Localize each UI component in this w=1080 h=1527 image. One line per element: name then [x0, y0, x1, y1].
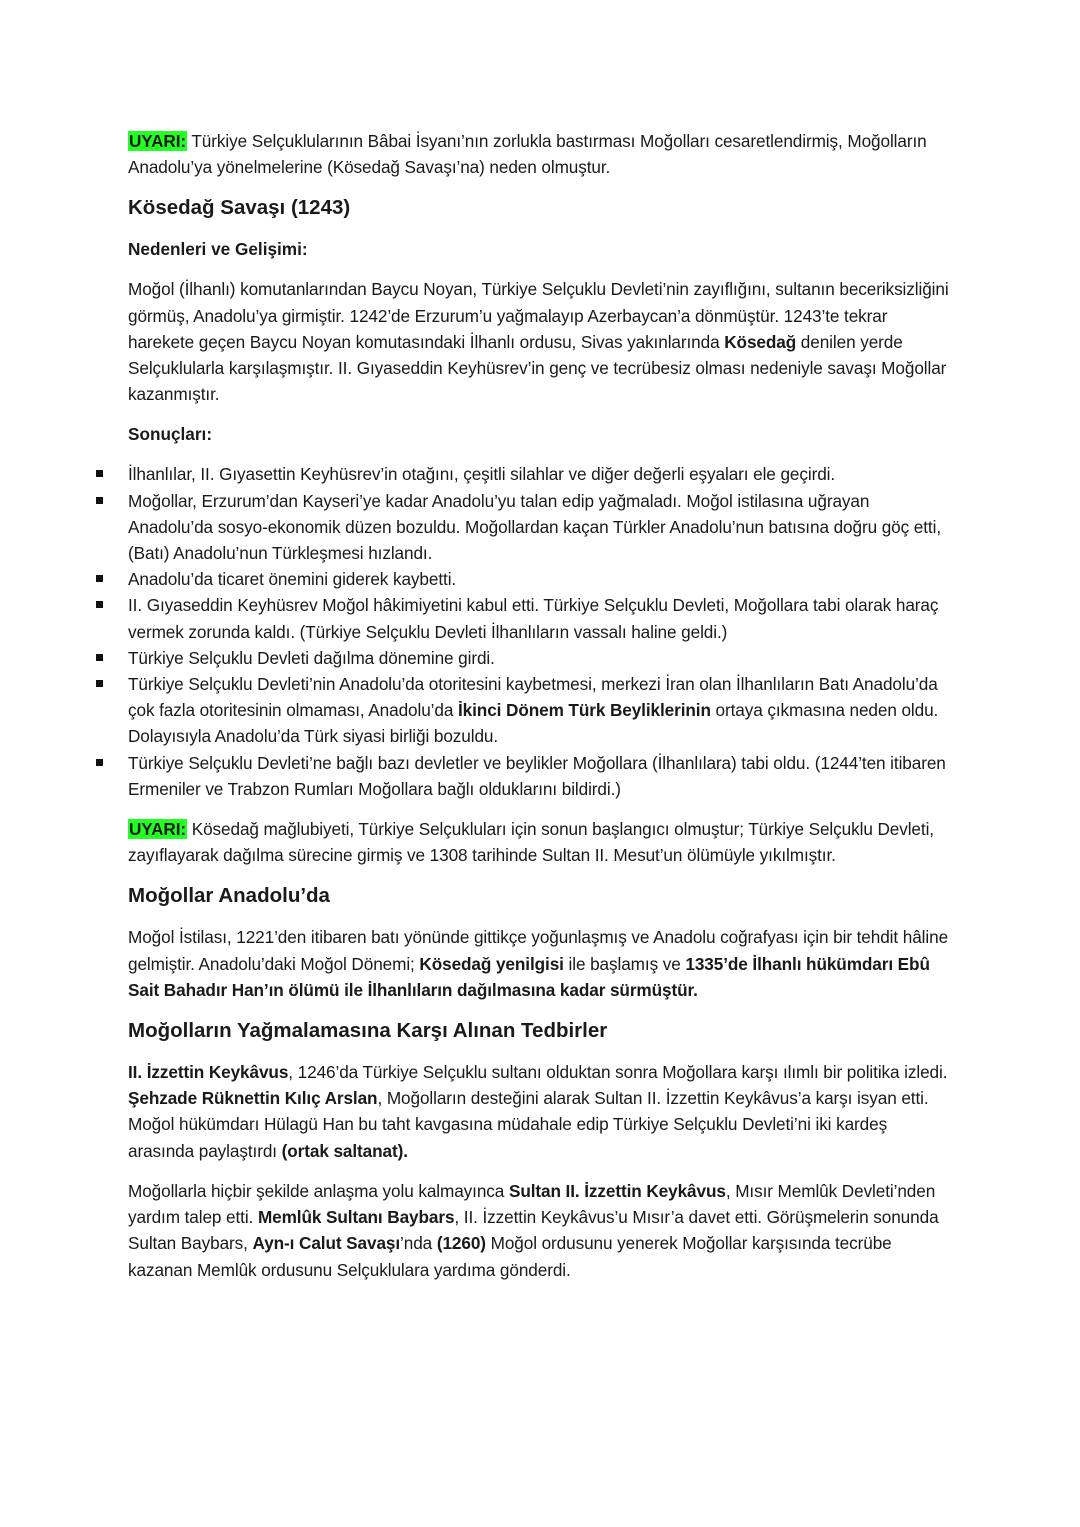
list-item — [128, 750, 952, 802]
m2-bold-2: Memlûk Sultanı Baybars — [257, 1207, 455, 1228]
bullet-icon — [96, 759, 103, 766]
kosedag-title: Kösedağ Savaşı (1243) — [128, 196, 351, 220]
ma-text-2: ile başlamış ve — [563, 953, 686, 974]
kosedag-warning-text: Kösedağ mağlubiyeti, Türkiye Selçukluları için sonun başlangıcı olmuştur; Türkiye Selçuklu Devleti, zayıflayarak dağılma sürecine girmiş ve 1308 tarihinde Sultan II. Mesut’un ölümüyle yıkılmıştır. — [128, 819, 934, 866]
m2-bold-4: (1260) — [436, 1233, 486, 1254]
bullet-icon — [96, 470, 103, 477]
kosedag-warning-paragraph — [128, 816, 952, 868]
m2-text-3: , II. İzzettin Keykâvus’u Mısır’a davet etti. Görüşmelerin sonunda Sultan Baybars, — [128, 1207, 939, 1254]
m2-text-4: ’nda — [400, 1233, 437, 1254]
m2-text-2: , Mısır Memlûk Devleti’nden yardım talep etti. — [128, 1180, 936, 1228]
m1-bold-2: Şehzade Rüknettin Kılıç Arslan — [128, 1088, 378, 1109]
m1-bold-1: II. İzzettin Keykâvus — [128, 1062, 289, 1083]
results-list — [128, 461, 952, 802]
result-text: İlhanlılar, II. Gıyasettin Keyhüsrev’in otağını, çeşitli silahlar ve diğer değerli eşyaları ele geçirdi. — [128, 464, 836, 485]
list-item — [128, 592, 952, 644]
result-text: Türkiye Selçuklu Devleti’ne bağlı bazı devletler ve beylikler Moğollara (İlhanlılara) tabi oldu. (1244’ten itibaren Ermeniler ve Trabzon Rumları Moğollara bağlı olduklarını bildirdi.) — [128, 752, 946, 799]
mongols-anatolia-title: Moğollar Anadolu’da — [128, 884, 330, 908]
measures-paragraph-2 — [128, 1178, 952, 1283]
result-text: Moğollar, Erzurum’dan Kayseri’ye kadar Anadolu’yu talan edip yağmaladı. Moğol istilasına uğrayan Anadolu’da sosyo-ekonomik düzen bozuldu. Moğollardan kaçan Türkler Anadolu’nun batısına doğru göç etti, (Batı) Anadolu’nun Türkleşmesi hızlandı. — [128, 490, 942, 564]
warning-label: UYARI: — [129, 131, 187, 151]
m2-text-1: Moğollarla hiçbir şekilde anlaşma yolu kalmayınca — [128, 1180, 509, 1201]
m2-text-5: Moğol ordusunu yenerek Moğollar karşısında tecrübe kazanan Memlûk ordusunu Selçuklulara yardıma gönderdi. — [128, 1233, 892, 1280]
m2-bold-3: Ayn-ı Calut Savaşı — [252, 1233, 401, 1254]
causes-text-1: Moğol (İlhanlı) komutanlarından Baycu Noyan, Türkiye Selçuklu Devleti’nin zayıflığını, sultanın beceriksizliğini görmüş, Anadolu’ya girmiştir. 1242’de Erzurum’u yağmalayıp Azerbaycan’a dönmüştür. 1243’te tekrar harekete geçen Baycu Noyan komutasındaki İlhanlı ordusu, Sivas yakınlarında — [128, 279, 949, 352]
causes-text-2: denilen yerde Selçuklularla karşılaşmıştır. II. Gıyaseddin Keyhüsrev’in genç ve tecrübesiz olması nedeniyle savaşı Moğollar kazanmıştır. — [128, 331, 947, 405]
results-heading: Sonuçları: — [128, 424, 213, 445]
causes-paragraph — [128, 276, 952, 407]
list-item — [128, 566, 952, 592]
causes-heading: Nedenleri ve Gelişimi: — [128, 239, 308, 260]
bullet-icon — [96, 601, 103, 608]
m2-bold-1: Sultan II. İzzettin Keykâvus — [508, 1180, 726, 1201]
intro-warning-paragraph — [128, 128, 952, 180]
measures-paragraph-1 — [128, 1059, 952, 1164]
bullet-icon — [96, 680, 103, 687]
warning-label: UYARI: — [129, 819, 187, 840]
m1-text-2: , Moğolların desteğini alarak Sultan II. İzzettin Keykâvus’a karşı isyan etti. Moğol hükümdarı Hülagü Han bu taht kavgasına müdahale edip Türkiye Selçuklu Devleti’ni iki kardeş arasında paylaştırdı — [128, 1088, 929, 1161]
measures-title: Moğolların Yağmalamasına Karşı Alınan Tedbirler — [128, 1019, 608, 1043]
bullet-icon — [96, 575, 103, 582]
intro-warning-text: Türkiye Selçuklularının Bâbai İsyanı’nın zorlukla bastırması Moğolları cesaretlendirmiş, Moğolların Anadolu’ya yönelmelerine (Kösedağ Savaşı’na) neden olmuştur. — [128, 131, 927, 178]
bullet-icon — [96, 654, 103, 661]
bullet-icon — [96, 497, 103, 504]
ma-bold-1: Kösedağ yenilgisi — [419, 953, 564, 974]
list-item — [128, 488, 952, 567]
ma-text-1: Moğol İstilası, 1221’den itibaren batı yönünde gittikçe yoğunlaşmış ve Anadolu coğrafyası için bir tehdit hâline gelmiştir. Anadolu’daki Moğol Dönemi; — [128, 927, 949, 974]
m1-bold-3: (ortak saltanat). — [281, 1140, 408, 1161]
result-text: Türkiye Selçuklu Devleti’nin Anadolu’da otoritesini kaybetmesi, merkezi İran olan İlhanlıların Batı Anadolu’da çok fazla otoritesinin olmaması, Anadolu’da — [128, 674, 938, 721]
mongols-anatolia-paragraph — [128, 924, 952, 1003]
result-text: ortaya çıkmasına neden oldu. Dolayısıyla Anadolu’da Türk siyasi birliği bozuldu. — [128, 700, 939, 747]
result-text: II. Gıyaseddin Keyhüsrev Moğol hâkimiyetini kabul etti. Türkiye Selçuklu Devleti, Moğollara tabi olarak haraç vermek zorunda kaldı. (Türkiye Selçuklu Devleti İlhanlıların vassalı haline geldi.) — [128, 595, 939, 642]
result-text: Anadolu’da ticaret önemini giderek kaybetti. — [128, 569, 457, 590]
list-item — [128, 645, 952, 671]
list-item — [128, 461, 952, 487]
list-item — [128, 671, 952, 750]
m1-text-1: , 1246’da Türkiye Selçuklu sultanı olduktan sonra Moğollara karşı ılımlı bir politika izledi. — [288, 1062, 948, 1083]
ma-bold-2: 1335’de İlhanlı hükümdarı Ebû Sait Bahadır Han’ın ölümü ile İlhanlıların dağılmasına kadar sürmüştür. — [128, 953, 930, 1000]
causes-bold: Kösedağ — [724, 331, 797, 352]
result-text: Türkiye Selçuklu Devleti dağılma dönemine girdi. — [128, 647, 495, 668]
result-bold: İkinci Dönem Türk Beyliklerinin — [457, 700, 711, 721]
